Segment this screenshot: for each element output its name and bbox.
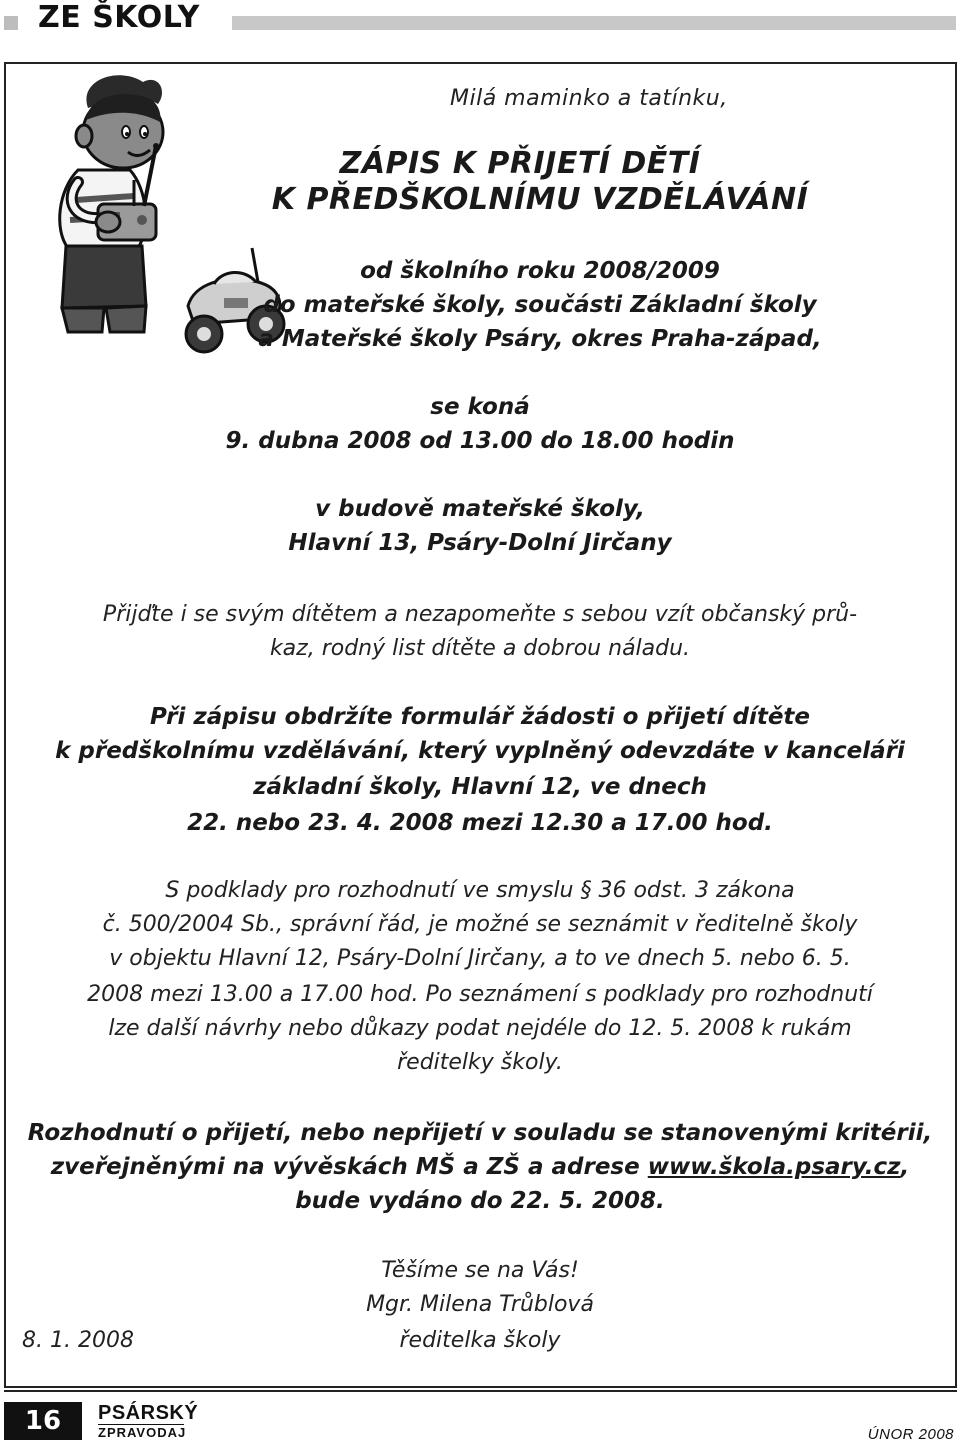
form-line-4: 22. nebo 23. 4. 2008 mezi 12.30 a 17.00 hod. — [187, 810, 773, 836]
decision-line-2-end: , — [900, 1154, 910, 1180]
decision-line-2-text: zveřejněnými na vývěskách MŠ a ZŠ a adrese — [50, 1154, 648, 1180]
page-number: 16 — [4, 1402, 82, 1440]
docs-line-6: ředitelky školy. — [397, 1050, 563, 1075]
bring-line-1: Přijďte i se svým dítětem a nezapomeňte s sebou vzít občanský prů- — [102, 602, 858, 627]
publication-name-line-2: ZPRAVODAJ — [98, 1425, 187, 1440]
section-title: ZE ŠKOLY — [38, 0, 200, 35]
form-line-2: k předškolnímu vzdělávání, který vyplněný odevzdáte v kanceláři — [55, 738, 905, 764]
footer-rule — [4, 1390, 957, 1392]
docs-line-3: v objektu Hlavní 12, Psáry-Dolní Jirčany, a to ve dnech 5. nebo 6. 5. — [109, 946, 851, 971]
header-bar-decoration — [232, 16, 956, 30]
where-line-2: Hlavní 13, Psáry-Dolní Jirčany — [288, 530, 672, 556]
issue-date: ÚNOR 2008 — [867, 1426, 954, 1443]
where-line-1: v budově mateřské školy, — [315, 496, 645, 522]
signer-role: ředitelka školy — [399, 1328, 561, 1353]
closing: Těšíme se na Vás! — [381, 1258, 579, 1283]
school-name-line: do mateřské školy, součásti Základní školy — [263, 292, 817, 318]
docs-line-4: 2008 mezi 13.00 a 17.00 hod. Po seznámení s podklady pro rozhodnutí — [87, 982, 873, 1007]
docs-line-5: lze další návrhy nebo důkazy podat nejdéle do 12. 5. 2008 k rukám — [108, 1016, 852, 1041]
publication-name-line-1: PSÁRSKÝ — [98, 1402, 199, 1424]
bring-line-2: kaz, rodný list dítěte a dobrou náladu. — [269, 636, 691, 661]
docs-line-1: S podklady pro rozhodnutí ve smyslu § 36 odst. 3 zákona — [165, 878, 795, 903]
decision-line-1: Rozhodnutí o přijetí, nebo nepřijetí v souladu se stanovenými kritérii, — [27, 1120, 933, 1146]
docs-line-2: č. 500/2004 Sb., správní řád, je možné se seznámit v ředitelně školy — [102, 912, 858, 937]
letter-date: 8. 1. 2008 — [22, 1328, 134, 1353]
form-line-1: Při zápisu obdržíte formulář žádosti o přijetí dítěte — [149, 704, 811, 730]
header-square-decoration — [4, 16, 18, 30]
when-date: 9. dubna 2008 od 13.00 do 18.00 hodin — [225, 428, 735, 454]
greeting: Milá maminko a tatínku, — [450, 86, 728, 111]
form-line-3: základní školy, Hlavní 12, ve dnech — [253, 774, 707, 800]
signer-name: Mgr. Milena Trůblová — [366, 1292, 594, 1317]
school-location-line: a Mateřské školy Psáry, okres Praha-západ, — [258, 326, 822, 352]
title-line-1: ZÁPIS K PŘIJETÍ DĚTÍ — [339, 146, 701, 181]
school-year-line: od školního roku 2008/2009 — [360, 258, 720, 284]
title-line-2: K PŘEDŠKOLNÍMU VZDĚLÁVÁNÍ — [271, 182, 809, 217]
when-intro: se koná — [430, 394, 530, 420]
decision-line-3: bude vydáno do 22. 5. 2008. — [295, 1188, 665, 1214]
decision-line-2 — [0, 1154, 960, 1180]
school-website-link[interactable]: www.škola.psary.cz — [647, 1154, 901, 1180]
